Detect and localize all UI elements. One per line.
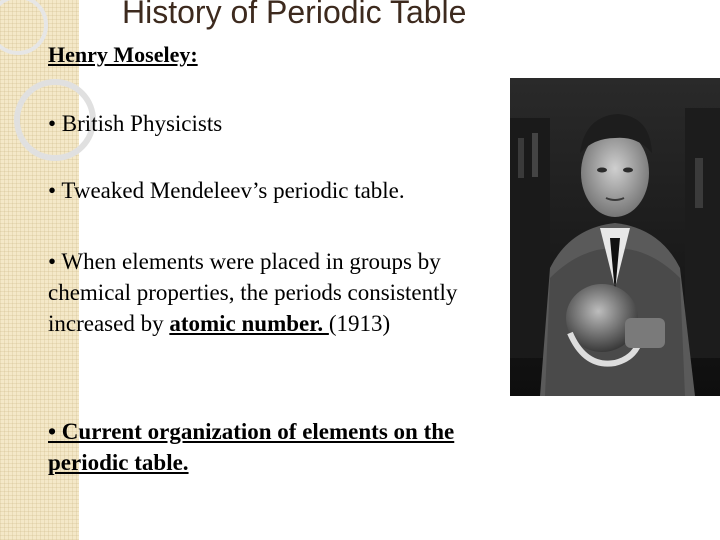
bullet-text: (1913): [328, 311, 391, 336]
bullet-emphasis: atomic number.: [169, 311, 329, 336]
decorative-circles: [0, 0, 120, 200]
bullet-item: • British Physicists: [48, 111, 223, 136]
bullet-item: [48, 246, 498, 339]
page-title: History of Periodic Table: [122, 0, 467, 30]
decor-circle-small: [0, 0, 46, 53]
subtitle: Henry Moseley:: [48, 42, 198, 67]
bullet-item: • Tweaked Mendeleev’s periodic table.: [48, 178, 405, 203]
portrait-illustration: [510, 78, 720, 396]
portrait-photo: [510, 78, 720, 396]
bullet-item: • Current organization of elements on the periodic table.: [48, 419, 455, 475]
bullet-text: • When elements were placed in groups by chemical properties, the periods consistently increased by: [48, 249, 458, 336]
